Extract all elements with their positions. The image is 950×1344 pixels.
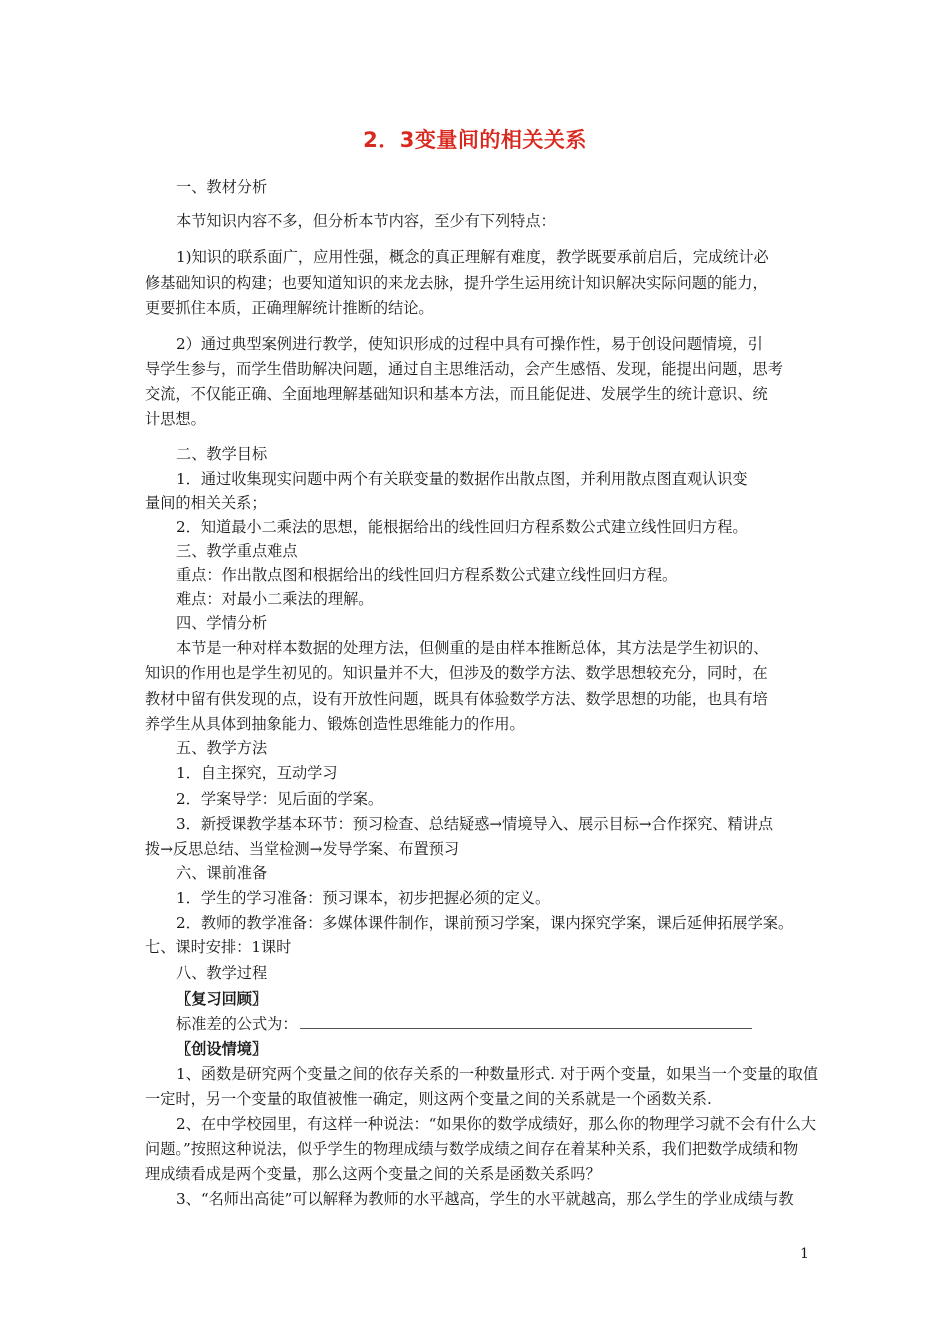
situation-line: 1、函数是研究两个变量之间的依存关系的一种数量形式. 对于两个变量，如果当一个变量的取值 xyxy=(176,1065,819,1083)
page-number: 1 xyxy=(800,1246,809,1262)
goal-line: 1．通过收集现实问题中两个有关联变量的数据作出散点图，并利用散点图直观认识变 xyxy=(176,470,748,488)
section-heading-4: 四、学情分析 xyxy=(176,614,268,632)
section-heading-8: 八、教学过程 xyxy=(176,964,268,982)
difficult-point: 难点：对最小二乘法的理解。 xyxy=(176,590,374,608)
situation-line: 理成绩看成是两个变量，那么这两个变量之间的关系是函数关系吗？ xyxy=(145,1165,601,1183)
prep-line: 1．学生的学习准备：预习课本，初步把握必须的定义。 xyxy=(176,889,551,907)
situation-line: 问题。”按照这种说法，似乎学生的物理成绩与数学成绩之间存在着某种关系，我们把数学成绩和物 xyxy=(145,1140,799,1158)
goal-line: 量间的相关关系； xyxy=(145,494,267,512)
goal-line: 2．知道最小二乘法的思想，能根据给出的线性回归方程系数公式建立线性回归方程。 xyxy=(176,518,748,536)
review-heading: 〖复习回顾〗 xyxy=(176,990,268,1008)
section-heading-5: 五、教学方法 xyxy=(176,739,268,757)
method-line: 1．自主探究，互动学习 xyxy=(176,764,338,782)
method-line: 2．学案导学：见后面的学案。 xyxy=(176,790,384,808)
situation-heading: 〖创设情境〗 xyxy=(176,1040,268,1058)
paragraph-line: 本节是一种对样本数据的处理方法，但侧重的是由样本推断总体，其方法是学生初识的、 xyxy=(176,639,769,657)
method-line: 3．新授课教学基本环节：预习检查、总结疑惑→情境导入、展示目标→合作探究、精讲点 xyxy=(176,815,774,833)
paragraph-line: 1)知识的联系面广，应用性强，概念的真正理解有难度，教学既要承前启后，完成统计必 xyxy=(176,248,769,266)
paragraph-line: 交流，不仅能正确、全面地理解基础知识和基本方法，而且能促进、发展学生的统计意识、统 xyxy=(145,385,768,403)
paragraph-line: 知识的作用也是学生初见的。知识量并不大，但涉及的数学方法、数学思想较充分，同时，在 xyxy=(145,664,768,682)
situation-line: 3、“名师出高徒”可以解释为教师的水平越高，学生的水平就越高，那么学生的学业成绩与教 xyxy=(176,1190,794,1208)
review-text: 标准差的公式为： xyxy=(176,1015,298,1033)
key-point: 重点：作出散点图和根据给出的线性回归方程系数公式建立线性回归方程。 xyxy=(176,566,678,584)
paragraph-line: 计思想。 xyxy=(145,410,206,428)
page-title: 2．3变量间的相关关系 xyxy=(363,128,587,152)
paragraph-intro: 本节知识内容不多，但分析本节内容，至少有下列特点： xyxy=(176,212,556,230)
paragraph-line: 导学生参与，而学生借助解决问题，通过自主思维活动，会产生感悟、发现，能提出问题，思考 xyxy=(145,360,783,378)
method-line: 拨→反思总结、当堂检测→发导学案、布置预习 xyxy=(145,840,460,858)
section-heading-3: 三、教学重点难点 xyxy=(176,542,298,560)
section-heading-7: 七、课时安排：1课时 xyxy=(145,938,292,956)
paragraph-line: 修基础知识的构建；也要知道知识的来龙去脉，提升学生运用统计知识解决实际问题的能力， xyxy=(145,274,768,292)
section-heading-6: 六、课前准备 xyxy=(176,864,268,882)
situation-line: 一定时，另一个变量的取值被惟一确定，则这两个变量之间的关系就是一个函数关系. xyxy=(145,1090,712,1108)
section-heading-2: 二、教学目标 xyxy=(176,445,268,463)
paragraph-line: 养学生从具体到抽象能力、锻炼创造性思维能力的作用。 xyxy=(145,715,525,733)
paragraph-line: 更要抓住本质，正确理解统计推断的结论。 xyxy=(145,299,434,317)
situation-line: 2、在中学校园里，有这样一种说法：“如果你的数学成绩好，那么你的物理学习就不会有什么大 xyxy=(176,1115,817,1133)
section-heading-1: 一、教材分析 xyxy=(176,178,268,196)
review-line xyxy=(176,1014,752,1034)
fill-in-blank[interactable] xyxy=(300,1014,752,1029)
paragraph-line: 教材中留有供发现的点，设有开放性问题，既具有体验数学方法、数学思想的功能，也具有培 xyxy=(145,690,768,708)
prep-line: 2．教师的教学准备：多媒体课件制作，课前预习学案，课内探究学案，课后延伸拓展学案。 xyxy=(176,914,794,932)
paragraph-line: 2）通过典型案例进行教学，使知识形成的过程中具有可操作性，易于创设问题情境，引 xyxy=(176,335,763,353)
